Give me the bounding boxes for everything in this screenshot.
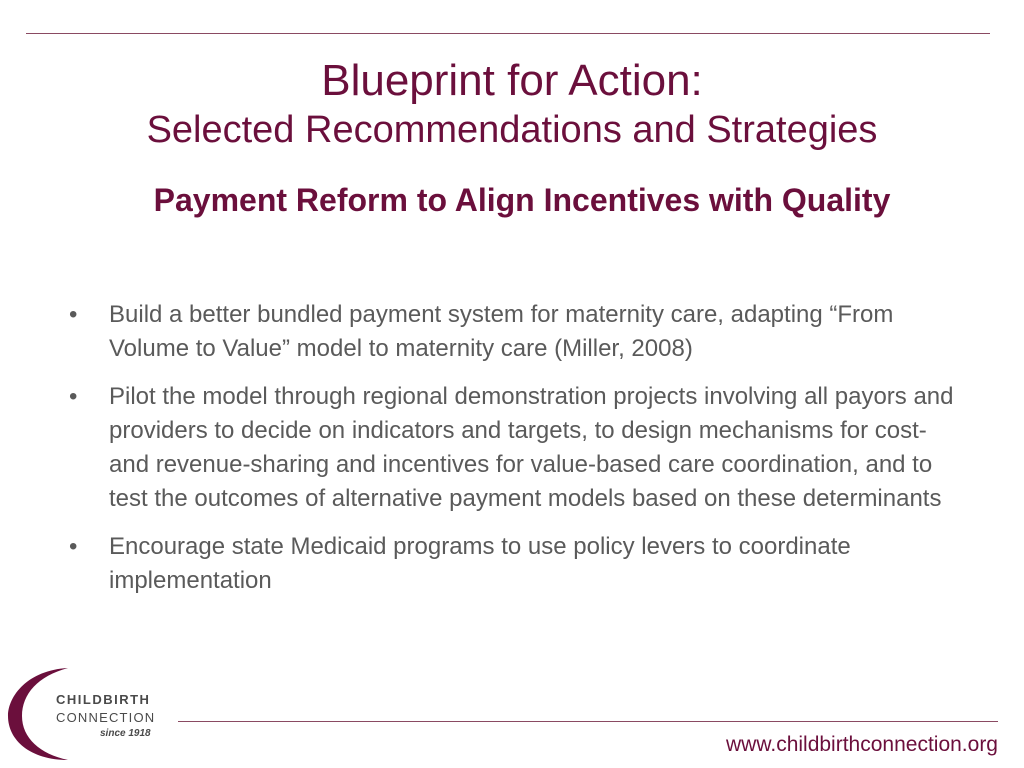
bullet-icon: • <box>69 301 78 328</box>
section-heading: Payment Reform to Align Incentives with Quality <box>153 182 891 218</box>
top-divider <box>26 33 990 34</box>
bullet-list <box>66 298 966 612</box>
bullet-item <box>66 530 966 598</box>
bottom-divider <box>178 721 998 722</box>
logo-word-connection: CONNECTION <box>56 710 156 725</box>
bullet-item <box>66 298 966 366</box>
bullet-item <box>66 380 966 516</box>
bullet-text: Encourage state Medicaid programs to use policy levers to coordinate implementation <box>109 533 851 594</box>
slide-title: Blueprint for Action: <box>321 56 703 105</box>
slide-title-subline: Selected Recommendations and Strategies <box>146 109 878 151</box>
bullet-icon: • <box>69 383 78 410</box>
bullet-icon: • <box>69 533 78 560</box>
bullet-text: Build a better bundled payment system for maternity care, adapting “From Volume to Value” model to maternity care (Miller, 2008) <box>109 301 894 362</box>
logo-word-childbirth: CHILDBIRTH <box>56 692 151 707</box>
logo-since: since 1918 <box>100 728 151 739</box>
footer-website-link[interactable]: www.childbirthconnection.org <box>726 733 998 756</box>
bullet-text: Pilot the model through regional demonstration projects involving all payors and providers to decide on indicators and targets, to design mechanisms for cost- and revenue-sharing and incentives for value-based care coordination, and to test the outcomes of alternative payment models based on these determinants <box>109 383 954 512</box>
childbirth-connection-logo <box>6 666 176 762</box>
